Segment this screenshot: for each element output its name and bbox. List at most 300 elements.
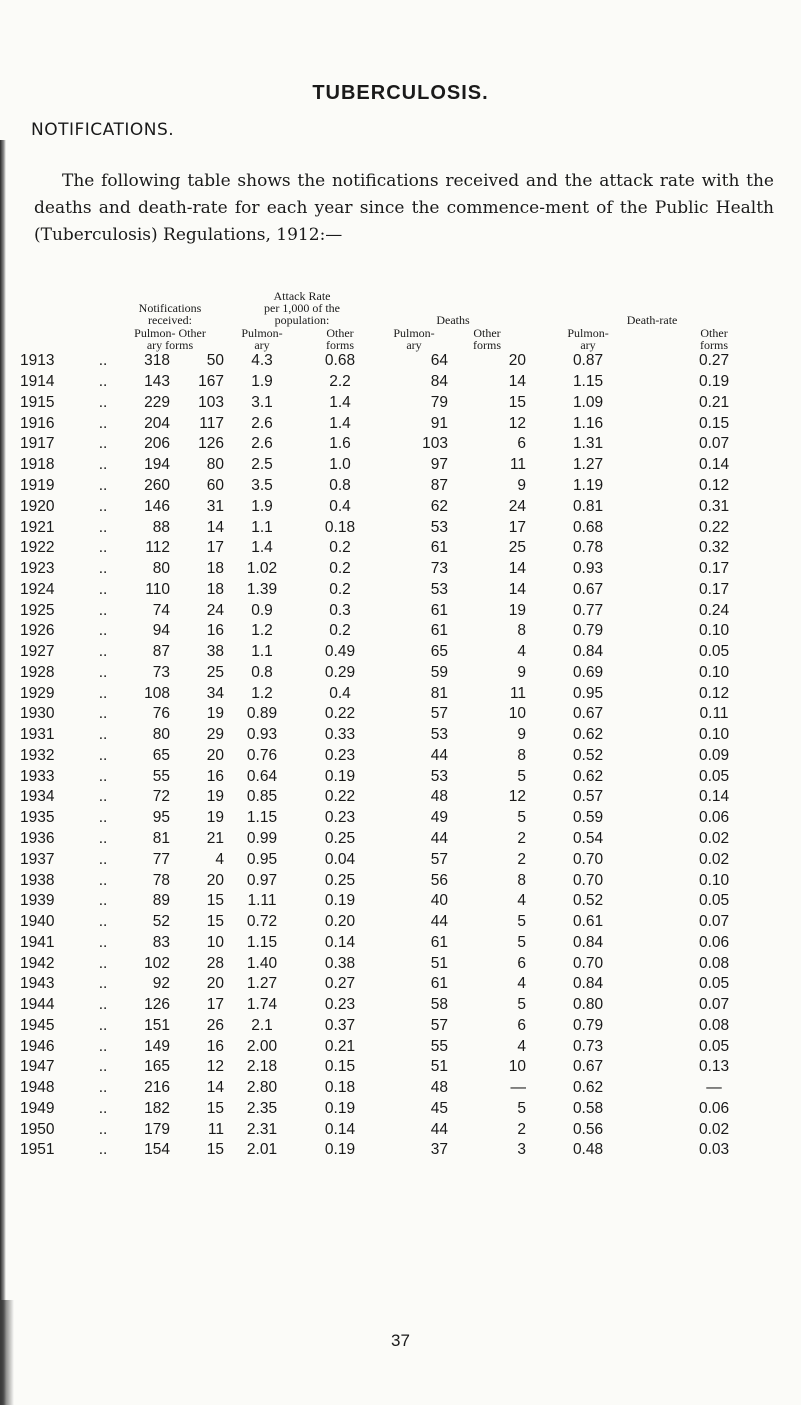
deaths-pulmonary: 37 <box>430 1141 449 1159</box>
notifications-other: 15 <box>206 1099 224 1117</box>
death-rate-other: 0.07 <box>698 913 730 931</box>
death-rate-other: 0.05 <box>698 1037 730 1055</box>
attack-rate-other: 0.2 <box>329 539 351 557</box>
table-row <box>20 559 778 580</box>
deaths-pulmonary: 44 <box>430 913 449 931</box>
notifications-header: Notifications received: <box>138 301 202 327</box>
attack-rate-other: 0.19 <box>324 1141 356 1159</box>
notifications-pulmonary: 146 <box>144 497 170 515</box>
attack-rate-pulmonary: 3.5 <box>251 476 273 494</box>
table-row <box>20 995 778 1016</box>
notifications-other: 103 <box>198 393 224 411</box>
deaths-other: 3 <box>517 1141 527 1159</box>
deaths-other: 8 <box>517 746 527 764</box>
deaths-other: 4 <box>517 643 527 661</box>
notifications-other: 15 <box>206 913 224 931</box>
table-row <box>20 455 778 476</box>
attack-rate-other: 2.2 <box>329 373 351 391</box>
deaths-pulmonary: 53 <box>430 580 449 598</box>
deaths-other: 8 <box>517 622 527 640</box>
leader-dots: .. <box>98 954 108 972</box>
death-rate-pulmonary: 0.78 <box>572 539 604 557</box>
intro-text: The following table shows the notifications received and the attack rate with the deaths and death-rate for each year since the commence-ment of the Public Health (Tuberculosis) Regulations, 1912:— <box>34 171 774 245</box>
year-cell: 1950 <box>20 1120 55 1138</box>
death-rate-pulmonary: 0.84 <box>572 975 604 993</box>
leader-dots: .. <box>98 1079 108 1097</box>
death-rate-pulmonary: 0.52 <box>572 892 604 910</box>
notifications-pulmonary: 80 <box>152 560 170 578</box>
leader-dots: .. <box>98 622 108 640</box>
leader-dots: .. <box>98 643 108 661</box>
notifications-pulmonary: 78 <box>152 871 170 889</box>
notifications-pulmonary: 77 <box>152 850 170 868</box>
deaths-other: 4 <box>517 1037 527 1055</box>
deaths-pulmonary: 44 <box>430 746 449 764</box>
death-rate-pulmonary: 0.70 <box>572 871 604 889</box>
death-rate-other: 0.21 <box>698 393 730 411</box>
leader-dots: .. <box>98 1016 108 1034</box>
death-rate-other: 0.19 <box>698 373 730 391</box>
death-rate-pulmonary: 1.31 <box>572 435 604 453</box>
deaths-other: 19 <box>508 601 527 619</box>
notifications-pulmonary: 182 <box>144 1099 170 1117</box>
notifications-other: 14 <box>206 518 224 536</box>
notifications-pulmonary: 151 <box>144 1016 170 1034</box>
death-rate-other: 0.06 <box>698 809 730 827</box>
year-cell: 1929 <box>20 684 55 702</box>
attack-rate-other: 1.6 <box>329 435 351 453</box>
leader-dots: .. <box>98 829 108 847</box>
page-number: 37 <box>391 1331 410 1350</box>
notifications-pulmonary: 95 <box>152 809 170 827</box>
death-rate-pulmonary: 0.93 <box>572 560 604 578</box>
death-rate-other: 0.14 <box>698 456 730 474</box>
deaths-other: 6 <box>517 1016 527 1034</box>
notifications-other: 18 <box>206 560 224 578</box>
table-row <box>20 413 778 434</box>
attack-rate-pulmonary: 0.8 <box>251 663 273 681</box>
deaths-other: 11 <box>509 684 527 702</box>
notifications-other: 31 <box>206 497 224 515</box>
deaths-other: 11 <box>509 456 527 474</box>
death-rate-pulmonary: 0.67 <box>572 580 604 598</box>
attack-rate-pulmonary: 2.5 <box>251 456 273 474</box>
leader-dots: .. <box>98 393 108 411</box>
attack-rate-other: 1.0 <box>329 456 351 474</box>
table-row <box>20 974 778 995</box>
attack-rate-pulmonary: 1.9 <box>251 497 273 515</box>
attack-rate-pulmonary: 1.15 <box>246 933 278 951</box>
deaths-other: 5 <box>517 1099 527 1117</box>
deaths-other: 6 <box>517 954 527 972</box>
attack-rate-other: 0.14 <box>324 933 356 951</box>
year-cell: 1922 <box>20 539 55 557</box>
attack-rate-pulmonary: 1.74 <box>246 996 278 1014</box>
leader-dots: .. <box>98 933 108 951</box>
deaths-other: 14 <box>508 373 527 391</box>
notifications-other: 25 <box>206 663 224 681</box>
attack-rate-pulmonary: 1.15 <box>246 809 278 827</box>
year-cell: 1924 <box>20 580 55 598</box>
notifications-pulmonary: 126 <box>144 996 170 1014</box>
table-row <box>20 517 778 538</box>
death-rate-pulmonary: 0.57 <box>572 788 604 806</box>
death-rate-other: 0.10 <box>698 726 730 744</box>
attack-rate-pulmonary: 1.4 <box>251 539 273 557</box>
death-rate-other: 0.02 <box>698 829 730 847</box>
attack-rate-pulmonary: 1.39 <box>246 580 278 598</box>
year-cell: 1925 <box>20 601 55 619</box>
attack-rate-pulmonary: 1.2 <box>251 622 273 640</box>
table-row <box>20 766 778 787</box>
header-row-subcolumns <box>20 326 778 351</box>
deaths-other: 5 <box>517 933 527 951</box>
leader-dots: .. <box>98 518 108 536</box>
year-cell: 1935 <box>20 809 55 827</box>
attack-rate-pulmonary: 2.01 <box>246 1141 278 1159</box>
leader-dots: .. <box>98 435 108 453</box>
notifications-pulmonary: 87 <box>152 643 170 661</box>
notifications-pulmonary: 52 <box>152 913 170 931</box>
leader-dots: .. <box>98 497 108 515</box>
attack-rate-other: 0.21 <box>324 1037 356 1055</box>
death-rate-pulmonary: 0.62 <box>572 726 604 744</box>
deaths-other: 4 <box>517 892 527 910</box>
year-cell: 1933 <box>20 767 55 785</box>
deaths-other: 5 <box>517 809 527 827</box>
notifications-pulmonary: 81 <box>152 829 170 847</box>
death-rate-other: 0.07 <box>698 996 730 1014</box>
death-rate-pulmonary: 0.59 <box>572 809 604 827</box>
table-row <box>20 849 778 870</box>
death-rate-other: 0.05 <box>698 892 730 910</box>
year-cell: 1942 <box>20 954 55 972</box>
death-rate-other: 0.03 <box>698 1141 730 1159</box>
notifications-pulmonary: 72 <box>152 788 170 806</box>
notifications-other: 50 <box>206 352 224 370</box>
notifications-other: 16 <box>206 622 224 640</box>
death-rate-pulmonary: 1.27 <box>572 456 604 474</box>
table-row <box>20 1119 778 1140</box>
notifications-other: 26 <box>206 1016 224 1034</box>
leader-dots: .. <box>98 850 108 868</box>
attack-rate-pulmonary: 0.97 <box>246 871 278 889</box>
attack-rate-other: 0.33 <box>324 726 356 744</box>
notifications-pulmonary: 102 <box>144 954 170 972</box>
deaths-pulmonary: 87 <box>430 476 449 494</box>
attack-rate-pulmonary: 0.93 <box>246 726 278 744</box>
death-rate-pulmonary: 0.95 <box>572 684 604 702</box>
year-cell: 1943 <box>20 975 55 993</box>
deaths-pulmonary: 49 <box>430 809 449 827</box>
deaths-other: 15 <box>508 393 527 411</box>
deaths-other: 5 <box>517 913 527 931</box>
death-rate-other: 0.14 <box>698 788 730 806</box>
attack-rate-pulmonary: 0.85 <box>246 788 278 806</box>
table-row <box>20 912 778 933</box>
leader-dots: .. <box>98 746 108 764</box>
deaths-pulmonary: 44 <box>430 1120 449 1138</box>
death-rate-other: 0.10 <box>698 622 730 640</box>
deaths-pulmonary: 51 <box>430 954 449 972</box>
death-rate-pulmonary: 1.09 <box>572 393 604 411</box>
deaths-pulmonary-subheader: Pulmon- ary <box>393 326 435 352</box>
notifications-pulmonary: 206 <box>144 435 170 453</box>
notifications-pulmonary: 89 <box>152 892 170 910</box>
death-rate-pulmonary: 0.69 <box>572 663 604 681</box>
death-rate-pulmonary: 0.68 <box>572 518 604 536</box>
notifications-other: 10 <box>206 933 224 951</box>
deaths-other: 9 <box>517 476 527 494</box>
notifications-pulmonary: 110 <box>145 580 170 598</box>
year-cell: 1916 <box>20 414 55 432</box>
year-cell: 1917 <box>20 435 55 453</box>
death-rate-pulmonary: 0.79 <box>572 1016 604 1034</box>
notifications-pulmonary: 216 <box>144 1079 170 1097</box>
notifications-subheader: Pulmon- Other ary forms <box>134 326 206 352</box>
death-rate-pulmonary: 1.19 <box>572 476 604 494</box>
deaths-pulmonary: 55 <box>430 1037 449 1055</box>
leader-dots: .. <box>98 476 108 494</box>
deaths-pulmonary: 56 <box>430 871 449 889</box>
year-cell: 1921 <box>20 518 55 536</box>
table-row <box>20 953 778 974</box>
death-rate-other: 0.31 <box>698 497 730 515</box>
deaths-pulmonary: 57 <box>430 850 449 868</box>
death-rate-pulmonary: 0.79 <box>572 622 604 640</box>
rate-other-subheader: Other forms <box>700 326 729 352</box>
attack-rate-pulmonary: 2.80 <box>246 1079 278 1097</box>
table-row <box>20 787 778 808</box>
death-rate-other: 0.12 <box>698 476 730 494</box>
death-rate-pulmonary: 0.58 <box>572 1099 604 1117</box>
attack-rate-pulmonary: 0.76 <box>246 746 278 764</box>
deaths-pulmonary: 57 <box>430 705 449 723</box>
attack-rate-pulmonary: 2.35 <box>246 1099 278 1117</box>
notifications-other: 126 <box>198 435 224 453</box>
leader-dots: .. <box>98 767 108 785</box>
intro-paragraph <box>34 168 774 249</box>
rate-pulmonary-subheader: Pulmon- ary <box>567 326 609 352</box>
deaths-other: 24 <box>508 497 527 515</box>
attack-rate-pulmonary: 0.72 <box>246 913 278 931</box>
attack-rate-pulmonary: 1.2 <box>251 684 273 702</box>
deaths-pulmonary: 81 <box>430 684 449 702</box>
attack-rate-pulmonary: 0.9 <box>251 601 273 619</box>
notifications-other: 167 <box>198 373 224 391</box>
year-cell: 1928 <box>20 663 55 681</box>
death-rate-other: 0.05 <box>698 767 730 785</box>
attack-rate-other: 0.23 <box>324 996 356 1014</box>
deaths-pulmonary: 61 <box>430 539 449 557</box>
notifications-other: 28 <box>206 954 224 972</box>
attack-rate-pulmonary: 0.95 <box>246 850 278 868</box>
deaths-other: 5 <box>517 996 527 1014</box>
attack-rate-other: 0.4 <box>329 497 351 515</box>
death-rate-pulmonary: 1.16 <box>572 414 604 432</box>
year-cell: 1932 <box>20 746 55 764</box>
deaths-pulmonary: 44 <box>430 829 449 847</box>
table-body <box>20 351 778 1161</box>
attack-rate-pulmonary: 2.6 <box>251 435 273 453</box>
deaths-other: 9 <box>517 663 527 681</box>
notifications-pulmonary: 108 <box>144 684 170 702</box>
death-rate-other: 0.08 <box>698 954 730 972</box>
year-cell: 1927 <box>20 643 55 661</box>
leader-dots: .. <box>98 684 108 702</box>
deaths-other: 8 <box>517 871 527 889</box>
leader-dots: .. <box>98 975 108 993</box>
notifications-pulmonary: 88 <box>152 518 170 536</box>
death-rate-other: — <box>706 1079 722 1097</box>
notifications-pulmonary: 73 <box>152 663 170 681</box>
leader-dots: .. <box>98 1058 108 1076</box>
attack-rate-other: 0.2 <box>329 622 351 640</box>
deaths-pulmonary: 51 <box>430 1058 449 1076</box>
year-cell: 1930 <box>20 705 55 723</box>
attack-rate-pulmonary: 1.02 <box>246 560 278 578</box>
table-row <box>20 1140 778 1161</box>
attack-rate-other: 0.25 <box>324 829 356 847</box>
attack-rate-other: 0.22 <box>324 788 356 806</box>
notifications-other: 17 <box>206 539 224 557</box>
notifications-other: 16 <box>206 1037 224 1055</box>
death-rate-other: 0.05 <box>698 975 730 993</box>
death-rate-pulmonary: 0.67 <box>572 705 604 723</box>
death-rate-pulmonary: 0.61 <box>572 913 604 931</box>
table-row <box>20 1078 778 1099</box>
attack-rate-other: 0.22 <box>324 705 356 723</box>
notifications-pulmonary: 112 <box>145 539 170 557</box>
deaths-pulmonary: 91 <box>430 414 449 432</box>
notifications-pulmonary: 260 <box>144 476 170 494</box>
death-rate-pulmonary: 0.84 <box>572 643 604 661</box>
year-cell: 1946 <box>20 1037 55 1055</box>
deaths-pulmonary: 45 <box>430 1099 449 1117</box>
leader-dots: .. <box>98 601 108 619</box>
table-row <box>20 538 778 559</box>
leader-dots: .. <box>98 913 108 931</box>
death-rate-pulmonary: 0.52 <box>572 746 604 764</box>
deaths-pulmonary: 61 <box>430 933 449 951</box>
attack-rate-pulmonary: 3.1 <box>251 393 273 411</box>
notifications-pulmonary: 65 <box>152 746 170 764</box>
year-cell: 1923 <box>20 560 55 578</box>
deaths-pulmonary: 40 <box>430 892 449 910</box>
attack-rate-pulmonary: 0.99 <box>246 829 278 847</box>
attack-rate-other: 0.25 <box>324 871 356 889</box>
attack-rate-pulmonary: 1.1 <box>251 643 273 661</box>
notifications-other: 20 <box>206 975 224 993</box>
leader-dots: .. <box>98 663 108 681</box>
deaths-pulmonary: 53 <box>430 767 449 785</box>
deaths-pulmonary: 103 <box>422 435 449 453</box>
death-rate-pulmonary: 0.77 <box>572 601 604 619</box>
attack-rate-header: Attack Rate per 1,000 of the population: <box>264 289 340 327</box>
year-cell: 1941 <box>20 933 55 951</box>
notifications-other: 15 <box>206 1141 224 1159</box>
table-row <box>20 393 778 414</box>
deaths-other: — <box>510 1079 527 1097</box>
year-cell: 1913 <box>20 352 55 370</box>
deaths-other: 9 <box>517 726 527 744</box>
leader-dots: .. <box>98 892 108 910</box>
year-cell: 1944 <box>20 996 55 1014</box>
attack-rate-pulmonary: 2.31 <box>246 1120 278 1138</box>
leader-dots: .. <box>98 788 108 806</box>
year-cell: 1936 <box>20 829 55 847</box>
tuberculosis-table <box>20 290 778 1161</box>
table-row <box>20 683 778 704</box>
year-cell: 1931 <box>20 726 55 744</box>
death-rate-pulmonary: 0.73 <box>572 1037 604 1055</box>
attack-rate-other: 0.20 <box>324 913 356 931</box>
attack-rate-other: 0.3 <box>329 601 351 619</box>
death-rate-pulmonary: 0.80 <box>572 996 604 1014</box>
deaths-pulmonary: 61 <box>430 622 449 640</box>
deaths-pulmonary: 62 <box>430 497 449 515</box>
leader-dots: .. <box>98 1037 108 1055</box>
table-row <box>20 496 778 517</box>
attack-rate-other: 0.49 <box>324 643 356 661</box>
year-cell: 1938 <box>20 871 55 889</box>
notifications-pulmonary: 204 <box>144 414 170 432</box>
notifications-pulmonary: 194 <box>144 456 170 474</box>
death-rate-pulmonary: 0.70 <box>572 850 604 868</box>
leader-dots: .. <box>98 456 108 474</box>
death-rate-pulmonary: 0.81 <box>572 497 604 515</box>
notifications-other: 117 <box>199 414 224 432</box>
death-rate-other: 0.10 <box>698 663 730 681</box>
deaths-other: 6 <box>517 435 527 453</box>
attack-rate-other: 0.19 <box>324 767 356 785</box>
deaths-other: 25 <box>508 539 527 557</box>
leader-dots: .. <box>98 726 108 744</box>
deaths-pulmonary: 57 <box>430 1016 449 1034</box>
attack-rate-other: 0.38 <box>324 954 356 972</box>
notifications-other: 17 <box>206 996 224 1014</box>
attack-rate-pulmonary: 1.11 <box>247 892 277 910</box>
notifications-pulmonary: 318 <box>144 352 170 370</box>
attack-rate-pulmonary: 2.18 <box>246 1058 278 1076</box>
year-cell: 1920 <box>20 497 55 515</box>
leader-dots: .. <box>98 539 108 557</box>
death-rate-other: 0.09 <box>698 746 730 764</box>
year-cell: 1914 <box>20 373 55 391</box>
attack-rate-other: 0.19 <box>324 892 356 910</box>
deaths-other: 20 <box>508 352 527 370</box>
death-rate-other: 0.08 <box>698 1016 730 1034</box>
year-cell: 1940 <box>20 913 55 931</box>
death-rate-other: 0.06 <box>698 1099 730 1117</box>
leader-dots: .. <box>98 580 108 598</box>
attack-rate-other: 0.18 <box>324 1079 356 1097</box>
deaths-pulmonary: 84 <box>430 373 449 391</box>
notifications-pulmonary: 143 <box>144 373 170 391</box>
notifications-other: 24 <box>206 601 224 619</box>
death-rate-other: 0.02 <box>698 850 730 868</box>
notifications-other: 20 <box>206 746 224 764</box>
attack-rate-other: 0.04 <box>324 850 356 868</box>
notifications-other: 29 <box>206 726 224 744</box>
attack-rate-pulmonary: 1.40 <box>246 954 278 972</box>
section-heading: NOTIFICATIONS. <box>31 120 175 140</box>
attack-rate-other: 1.4 <box>329 393 351 411</box>
table-row <box>20 704 778 725</box>
notifications-pulmonary: 74 <box>152 601 170 619</box>
deaths-pulmonary: 59 <box>430 663 449 681</box>
notifications-pulmonary: 149 <box>144 1037 170 1055</box>
